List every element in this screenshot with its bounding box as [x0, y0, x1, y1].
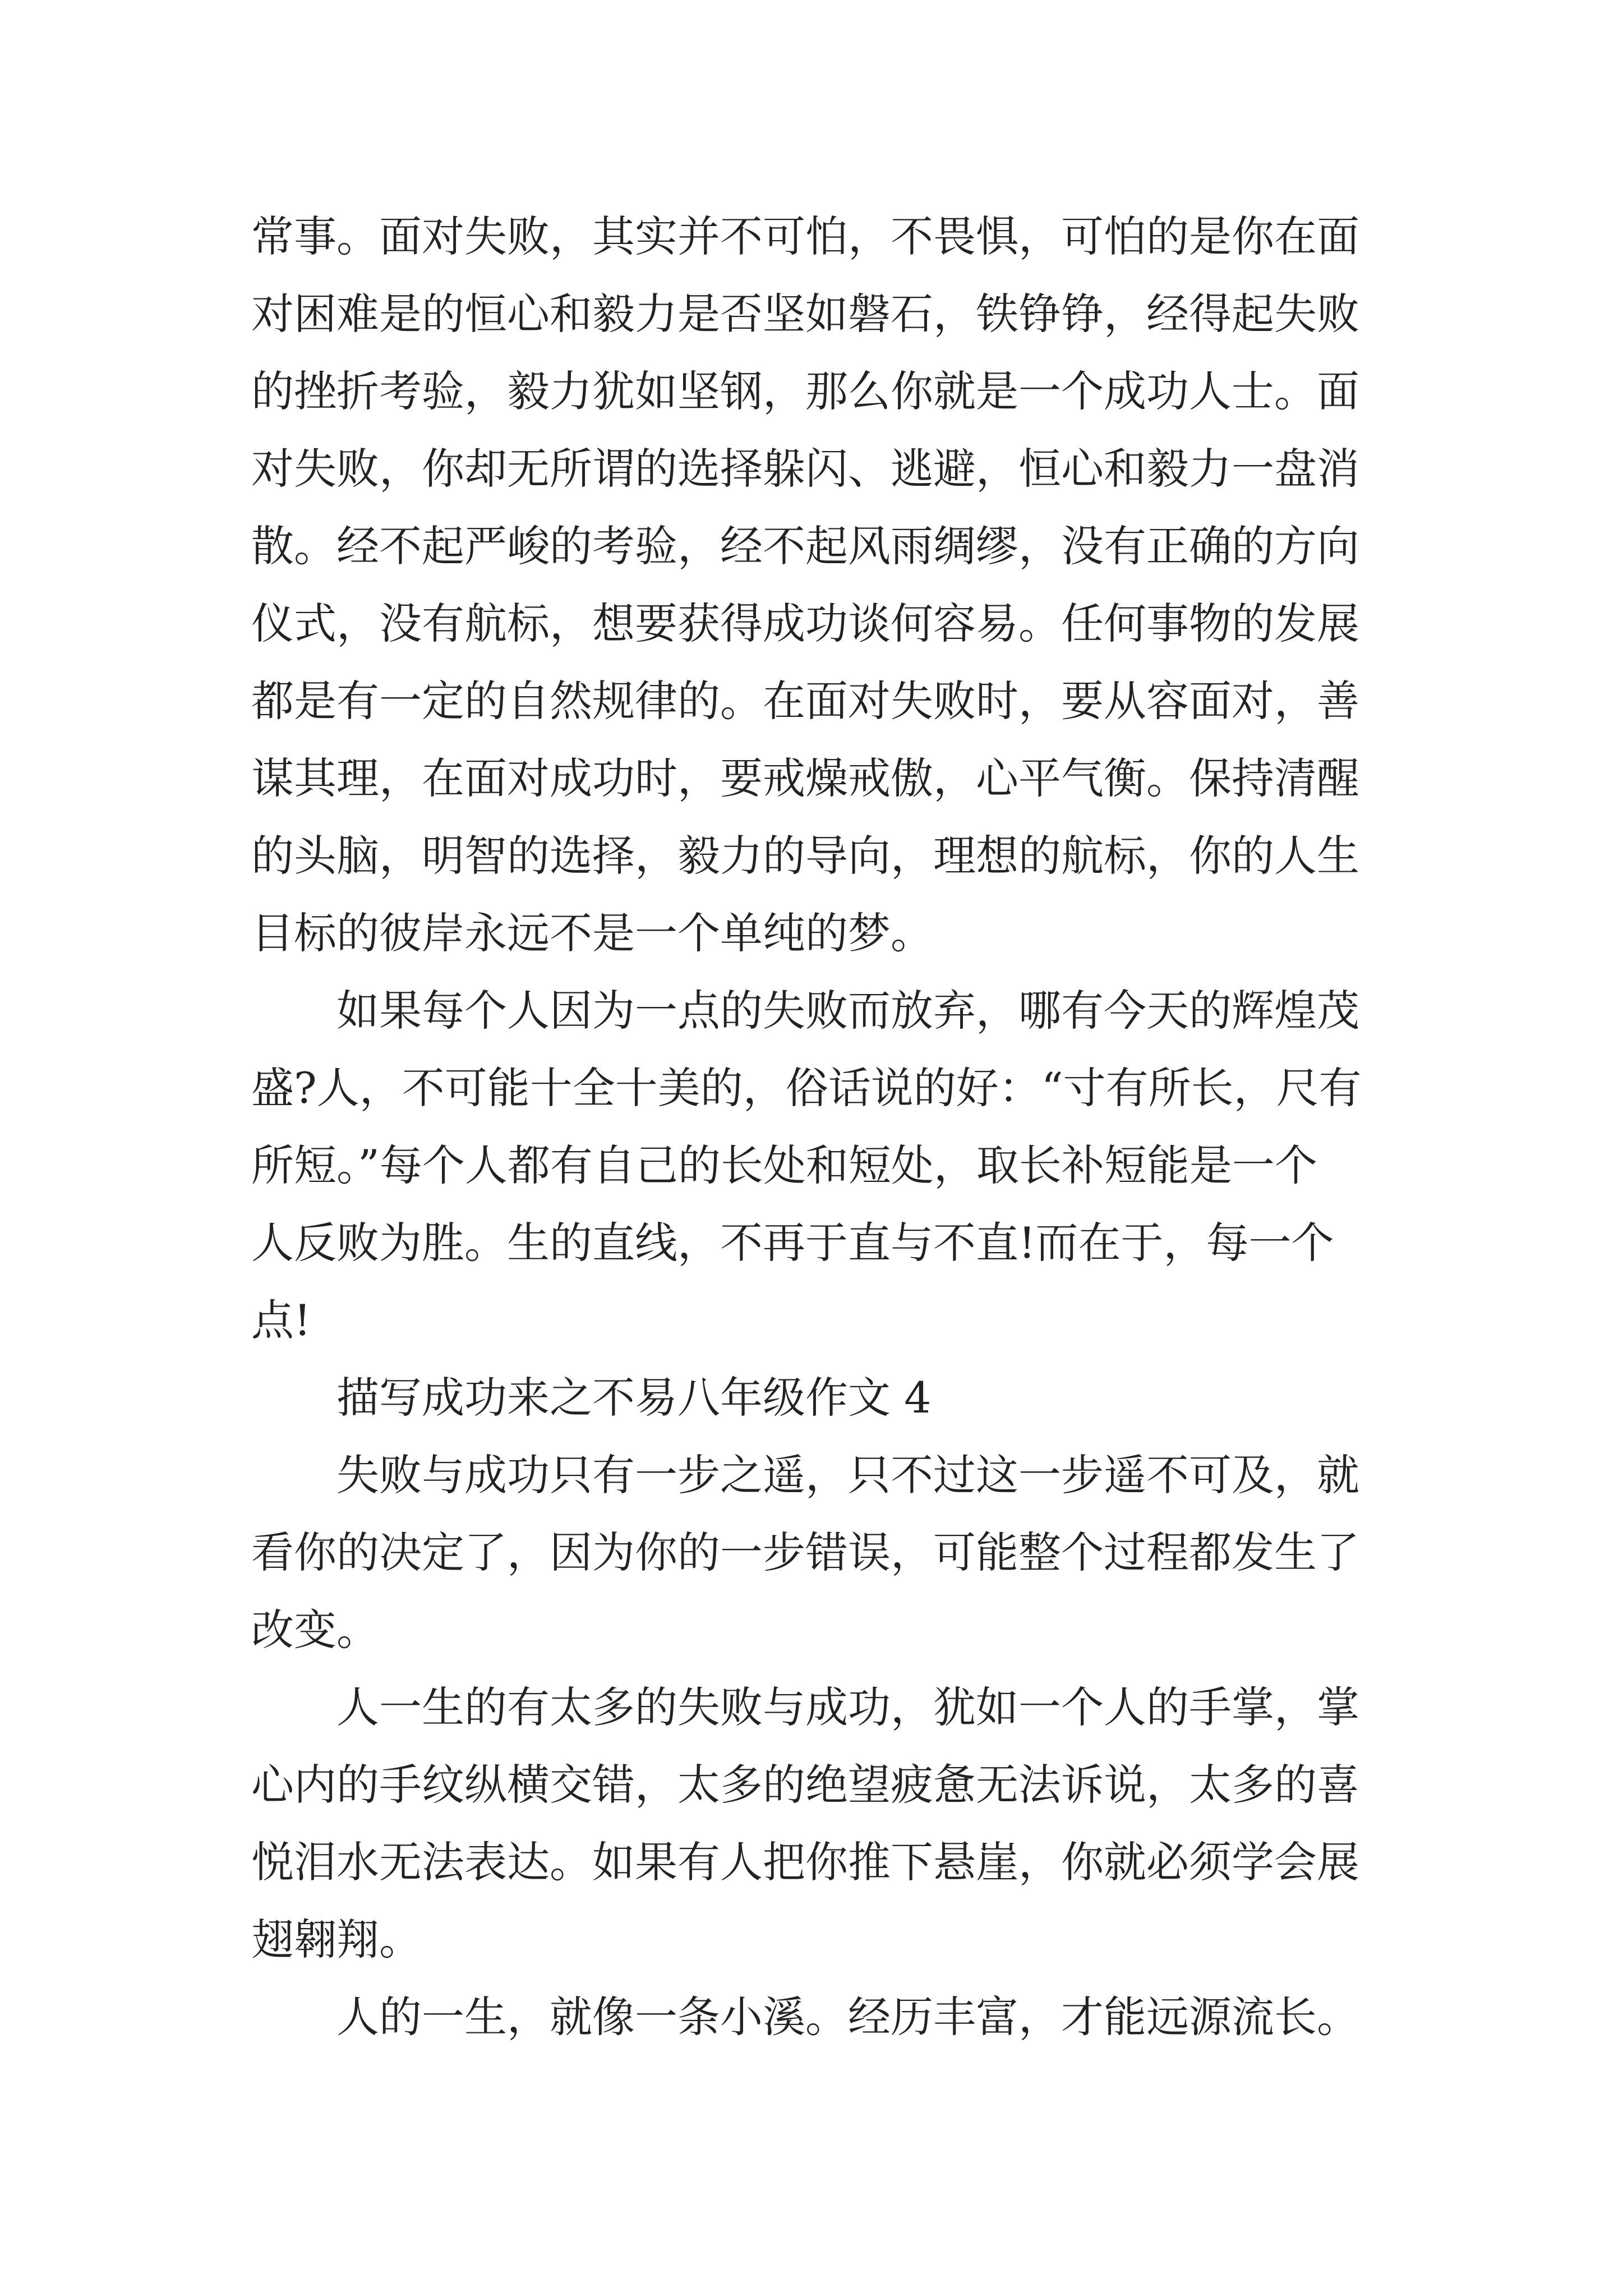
text-line: 心内的手纹纵横交错，太多的绝望疲惫无法诉说，太多的喜 — [251, 1760, 1359, 1810]
text-line: 的挫折考验，毅力犹如坚钢，那么你就是一个成功人士。面 — [251, 366, 1359, 416]
text-line: 盛?人，不可能十全十美的，俗话说的好：“寸有所长，尺有 — [251, 1063, 1362, 1113]
text-line: 散。经不起严峻的考验，经不起风雨绸缪，没有正确的方向 — [251, 521, 1359, 571]
text-line: 失败与成功只有一步之遥，只不过这一步遥不可及，就 — [336, 1450, 1359, 1500]
text-line: 人一生的有太多的失败与成功，犹如一个人的手掌，掌 — [336, 1682, 1359, 1732]
text-line: 看你的决定了，因为你的一步错误，可能整个过程都发生了 — [251, 1527, 1359, 1577]
text-line: 改变。 — [251, 1605, 379, 1655]
text-line: 如果每个人因为一点的失败而放弃，哪有今天的辉煌茂 — [336, 986, 1359, 1036]
text-line: 常事。面对失败，其实并不可怕，不畏惧，可怕的是你在面 — [251, 211, 1359, 261]
section-heading: 描写成功来之不易八年级作文 4 — [336, 1373, 932, 1423]
text-line: 人的一生，就像一条小溪。经历丰富，才能远源流长。 — [336, 1992, 1359, 2042]
text-line: 所短。”每个人都有自己的长处和短处，取长补短能是一个 — [251, 1140, 1317, 1190]
text-line: 点! — [251, 1295, 311, 1345]
text-line: 悦泪水无法表达。如果有人把你推下悬崖，你就必须学会展 — [251, 1837, 1359, 1887]
text-line: 目标的彼岸永远不是一个单纯的梦。 — [251, 908, 933, 958]
text-line: 人反败为胜。生的直线，不再于直与不直!而在于，每一个 — [251, 1218, 1334, 1268]
text-line: 都是有一定的自然规律的。在面对失败时，要从容面对，善 — [251, 676, 1359, 726]
text-line: 翅翱翔。 — [251, 1915, 422, 1964]
text-line: 对失败，你却无所谓的选择躲闪、逃避，恒心和毅力一盘消 — [251, 444, 1359, 494]
text-line: 对困难是的恒心和毅力是否坚如磐石，铁铮铮，经得起失败 — [251, 289, 1359, 339]
text-line: 仪式，没有航标，想要获得成功谈何容易。任何事物的发展 — [251, 599, 1359, 648]
text-line: 的头脑，明智的选择，毅力的导向，理想的航标，你的人生 — [251, 831, 1359, 881]
text-line: 谋其理，在面对成功时，要戒燥戒傲，心平气衡。保持清醒 — [251, 753, 1359, 803]
